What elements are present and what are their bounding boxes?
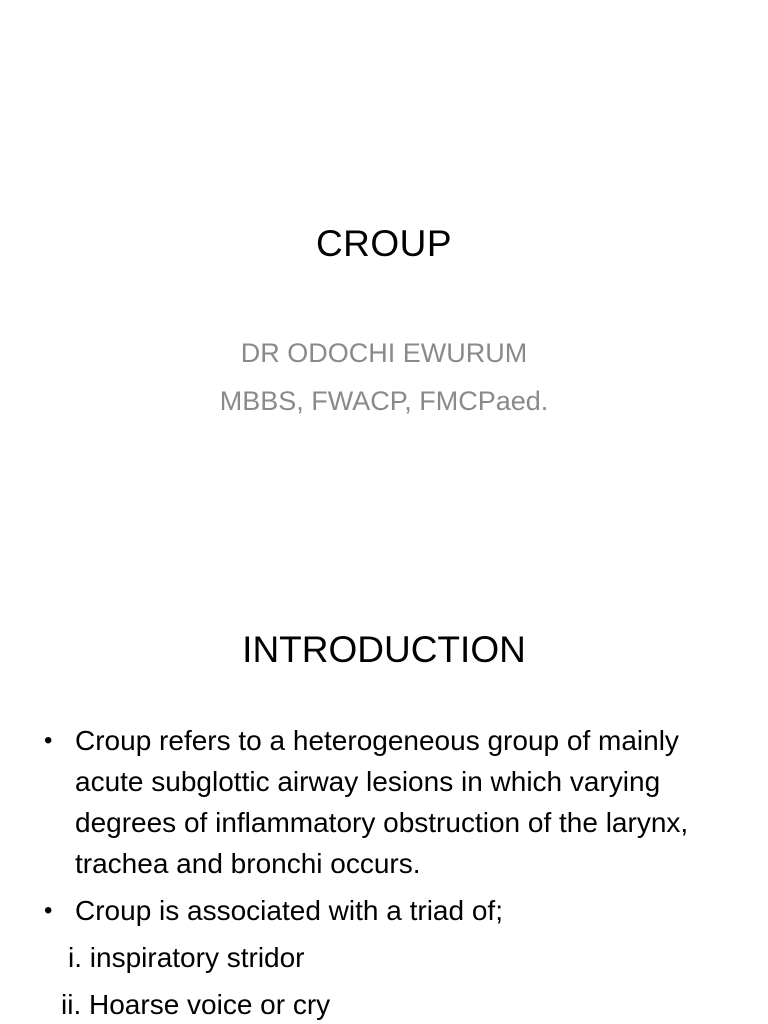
author-name: DR ODOCHI EWURUM — [240, 338, 528, 368]
bullet-list — [44, 720, 744, 1024]
bullet-text: Croup refers to a heterogeneous group of mainly acute subglottic airway lesions in which varying degrees of inflammatory obstruction of the larynx, trachea and bronchi occurs. — [75, 725, 689, 879]
slide-title: CROUP — [315, 223, 453, 264]
sub-list-item: i. inspiratory stridor — [68, 942, 305, 973]
bullet-item — [44, 890, 744, 931]
bullet-text: Croup is associated with a triad of; — [75, 895, 503, 926]
slide-title: INTRODUCTION — [242, 629, 526, 670]
bullet-dot-icon: • — [44, 727, 53, 754]
sub-list-item: ii. Hoarse voice or cry — [61, 989, 331, 1020]
author-credentials: MBBS, FWACP, FMCPaed. — [219, 386, 549, 416]
bullet-dot-icon: • — [44, 897, 53, 924]
bullet-item — [44, 720, 744, 884]
introduction-slide — [0, 576, 768, 1024]
